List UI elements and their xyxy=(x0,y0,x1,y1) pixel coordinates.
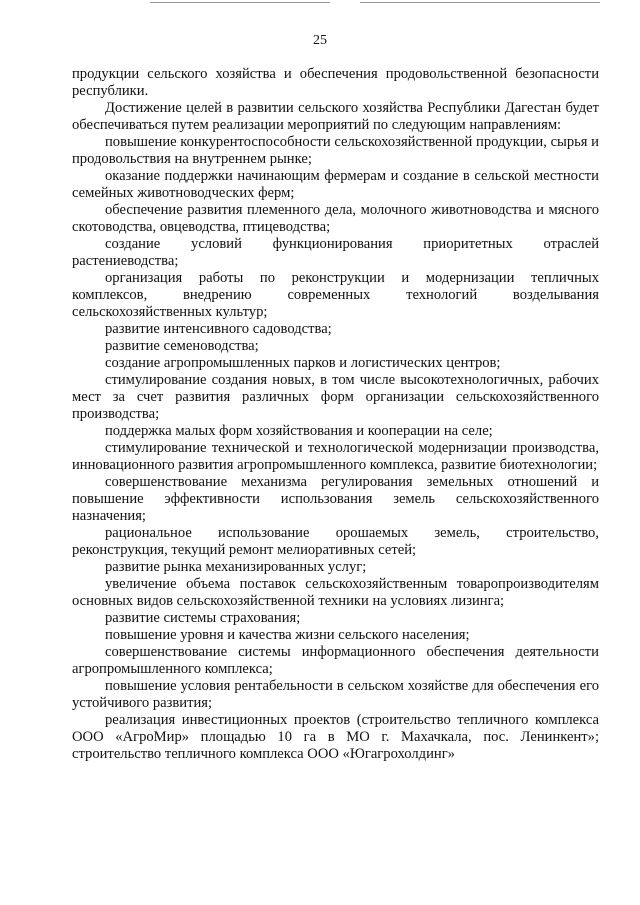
list-item: совершенствование механизма регулирования земельных отношений и повышение эффективности использования земель сельскохозяйственного назначения; xyxy=(72,474,599,524)
list-item: стимулирование создания новых, в том числе высокотехнологичных, рабочих мест за счет развития различных форм организации сельскохозяйственного производства; xyxy=(72,372,599,422)
scan-edge-line xyxy=(150,2,330,3)
list-item: развитие интенсивного садоводства; xyxy=(105,321,332,337)
list-item: рациональное использование орошаемых земель, строительство, реконструкция, текущий ремонт мелиоративных сетей; xyxy=(72,525,599,558)
list-item: оказание поддержки начинающим фермерам и создание в сельской местности семейных животноводческих ферм; xyxy=(72,168,599,201)
page-number: 25 xyxy=(313,33,327,48)
list-item: повышение уровня и качества жизни сельского населения; xyxy=(105,627,470,643)
document-body xyxy=(72,66,599,763)
paragraph: Достижение целей в развитии сельского хозяйства Республики Дагестан будет обеспечиваться путем реализации мероприятий по следующим направлениям: xyxy=(72,100,599,133)
list-item: совершенствование системы информационного обеспечения деятельности агропромышленного комплекса; xyxy=(72,644,599,677)
list-item: поддержка малых форм хозяйствования и кооперации на селе; xyxy=(105,423,493,439)
scan-edge-line xyxy=(360,2,600,3)
paragraph: продукции сельского хозяйства и обеспечения продовольственной безопасности республики. xyxy=(72,66,599,99)
list-item: развитие семеноводства; xyxy=(105,338,259,354)
list-item: повышение конкурентоспособности сельскохозяйственной продукции, сырья и продовольствия на внутреннем рынке; xyxy=(72,134,599,167)
list-item: обеспечение развития племенного дела, молочного животноводства и мясного скотоводства, овцеводства, птицеводства; xyxy=(72,202,599,235)
list-item: увеличение объема поставок сельскохозяйственным товаропроизводителям основных видов сельскохозяйственной техники на условиях лизинга; xyxy=(72,576,599,609)
list-item: создание агропромышленных парков и логистических центров; xyxy=(105,355,501,371)
list-item: реализация инвестиционных проектов (строительство тепличного комплекса ООО «АгроМир» площадью 10 га в МО г. Махачкала, пос. Ленинкент»; строительство тепличного комплекса ООО «Югагрохолдинг» xyxy=(72,712,599,762)
list-item: организация работы по реконструкции и модернизации тепличных комплексов, внедрению современных технологий возделывания сельскохозяйственных культур; xyxy=(72,270,599,320)
list-item: повышение условия рентабельности в сельском хозяйстве для обеспечения его устойчивого развития; xyxy=(72,678,599,711)
list-item: стимулирование технической и технологической модернизации производства, инновационного развития агропромышленного комплекса, развитие биотехнологии; xyxy=(72,440,599,473)
list-item: развитие рынка механизированных услуг; xyxy=(105,559,367,575)
list-item: развитие системы страхования; xyxy=(105,610,301,626)
list-item: создание условий функционирования приоритетных отраслей растениеводства; xyxy=(72,236,599,269)
